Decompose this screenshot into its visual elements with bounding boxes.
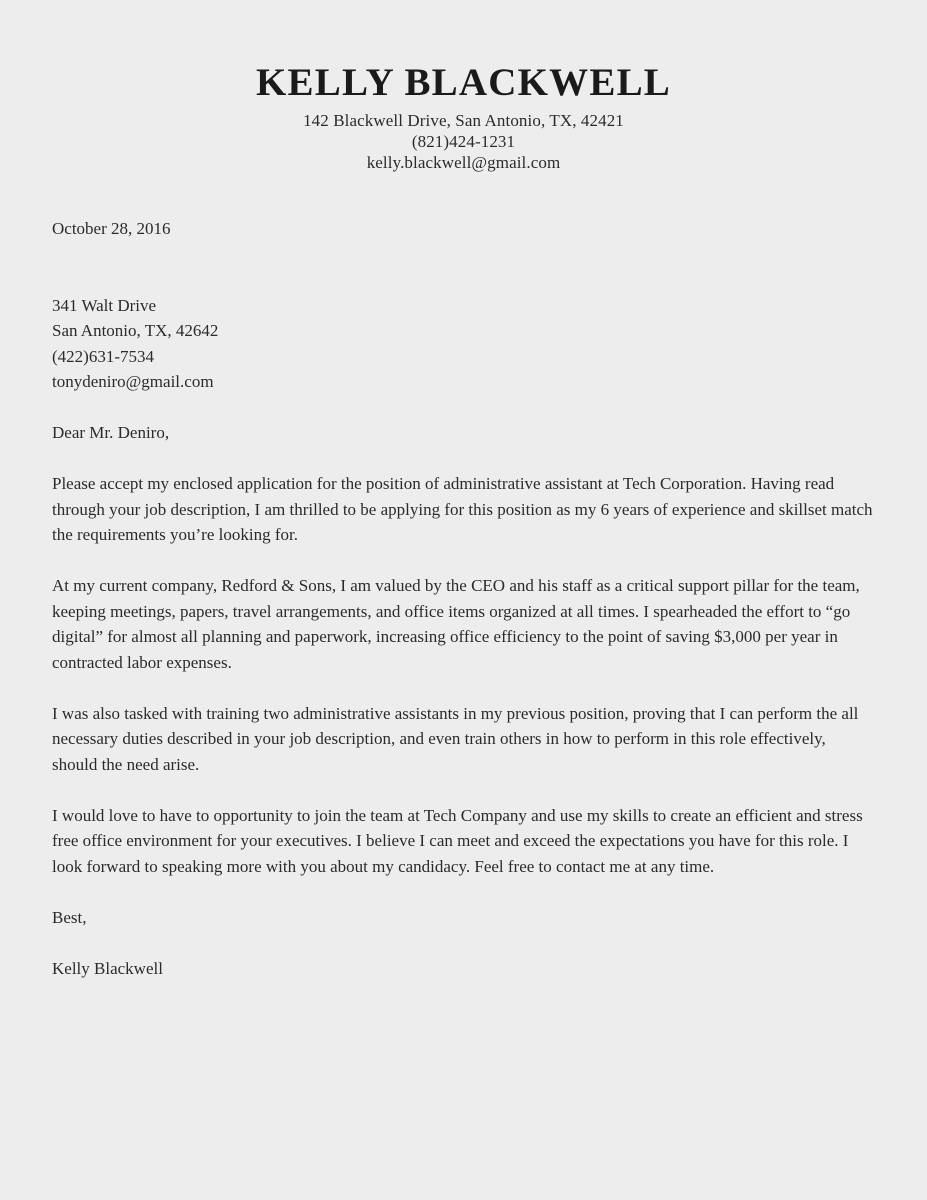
salutation: Dear Mr. Deniro,: [52, 423, 170, 443]
spacer-before-closing: [52, 879, 875, 905]
closing-salutation: Best,: [52, 907, 87, 927]
body-paragraph-4: I would love to have to opportunity to join the team at Tech Company and use my skills to create an efficient and stress free office environment for your executives. I believe I can meet and exceed the expectations you have for this role. I look forward to speaking more with you about my candidacy. Feel free to contact me at any time.: [52, 805, 863, 876]
applicant-phone: (821)424-1231: [411, 132, 516, 152]
applicant-address: 142 Blackwell Drive, San Antonio, TX, 42421: [303, 111, 624, 131]
body-paragraph-2: At my current company, Redford & Sons, I am valued by the CEO and his staff as a critical support pillar for the team, keeping meetings, papers, travel arrangements, and office items organized at all times. I spearheaded the effort to “go digital” for almost all planning and paperwork, increasing office efficiency to the point of saving $3,000 per year in contracted labor expenses.: [52, 576, 860, 672]
recipient-phone: (422)631-7534: [52, 346, 154, 366]
spacer-para-3-4: [52, 777, 875, 803]
date-block: [52, 216, 875, 242]
spacer-signature: [52, 930, 875, 956]
signature-name: Kelly Blackwell: [52, 958, 163, 978]
spacer-before-salutation: [52, 395, 875, 421]
applicant-name-heading: KELLY BLACKWELL: [256, 61, 671, 104]
letter-body: [52, 216, 875, 981]
recipient-email: tonydeniro@gmail.com: [52, 372, 214, 392]
recipient-street: 341 Walt Drive: [52, 295, 157, 315]
recipient-address-block: [52, 293, 875, 395]
spacer-para-2-3: [52, 675, 875, 701]
body-paragraph-3: I was also tasked with training two administrative assistants in my previous position, proving that I can perform the all necessary duties described in your job description, and even train others in how to perform in this role effectively, should the need arise.: [52, 703, 859, 774]
spacer-after-salutation: [52, 446, 875, 472]
recipient-city-state-zip: San Antonio, TX, 42642: [52, 321, 219, 341]
body-paragraph-1: Please accept my enclosed application for the position of administrative assistant at Tech Corporation. Having read through your job description, I am thrilled to be applying for this position as my 6 years of experience and skillset match the requirements you’re looking for.: [52, 474, 873, 545]
letter-date: October 28, 2016: [52, 219, 171, 239]
spacer-para-1-2: [52, 548, 875, 574]
applicant-email: kelly.blackwell@gmail.com: [366, 153, 561, 173]
spacer-after-date: [52, 267, 875, 293]
letterhead: [52, 0, 875, 173]
